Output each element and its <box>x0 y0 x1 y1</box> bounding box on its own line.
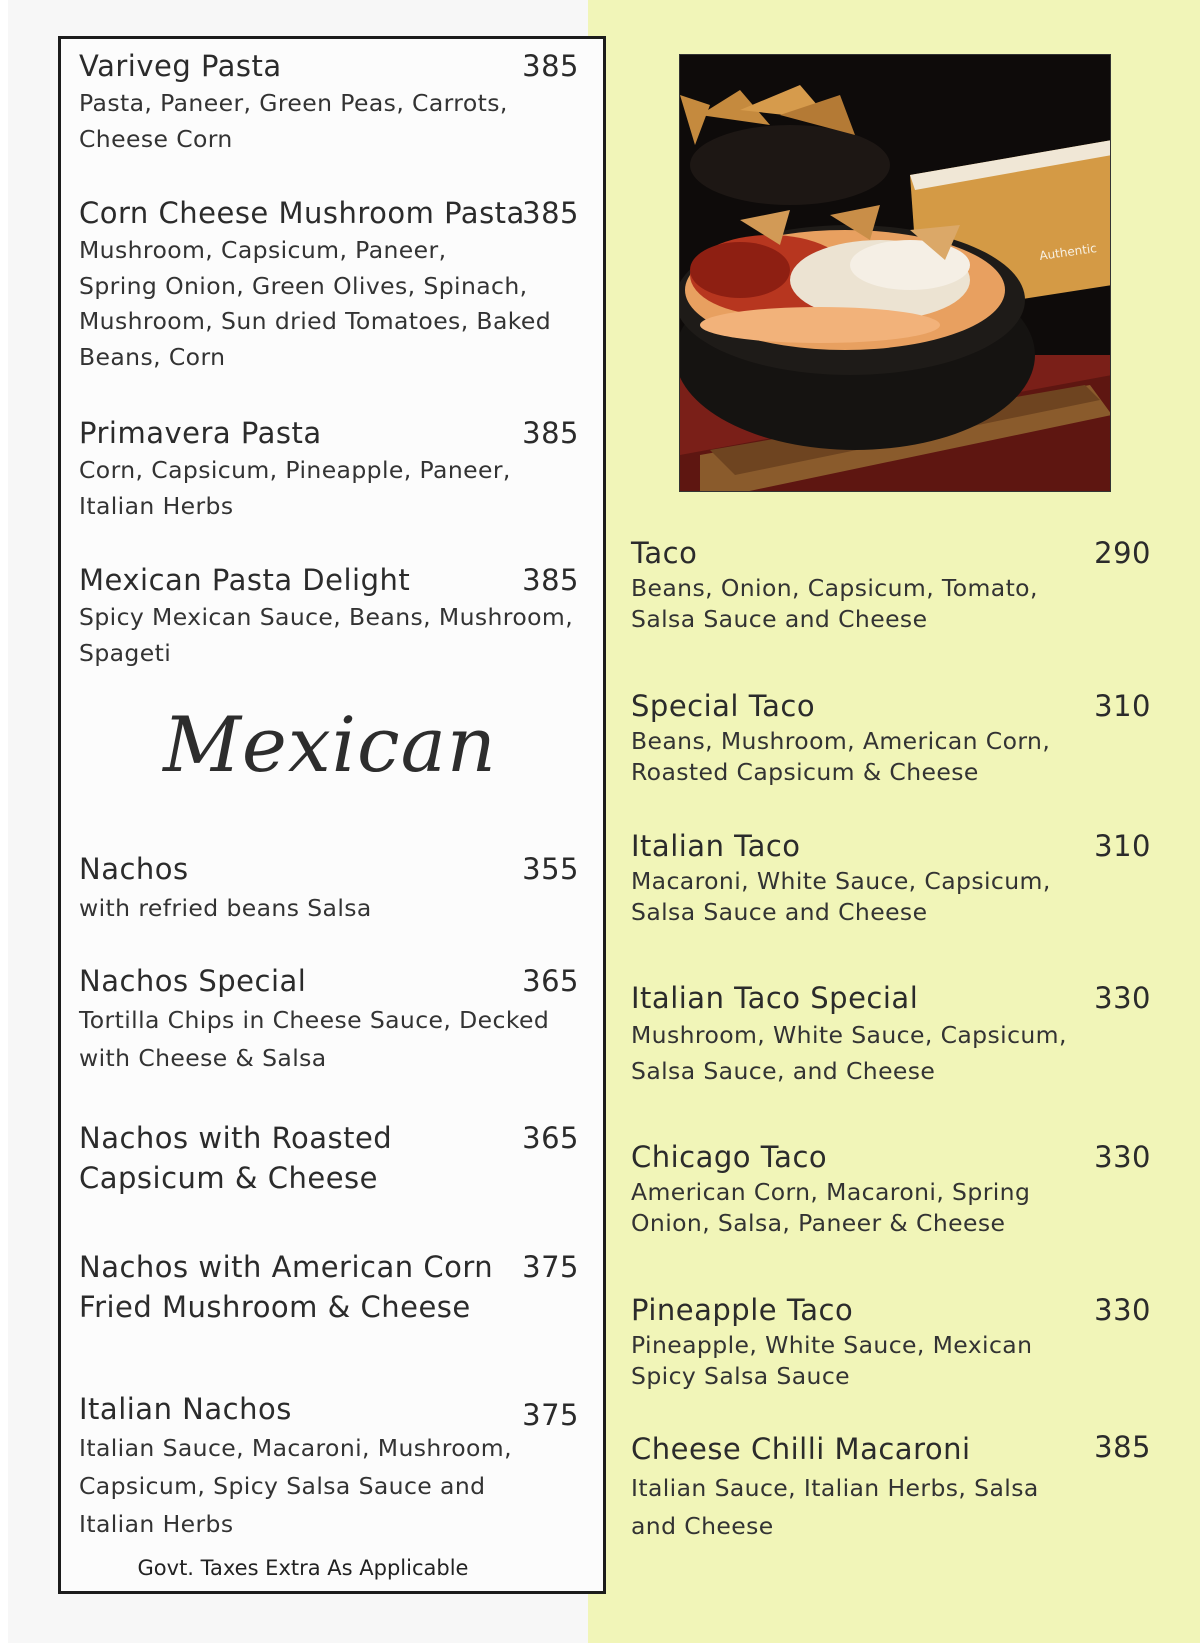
description-line: with Cheese & Salsa <box>79 1044 327 1072</box>
description-line: Onion, Salsa, Paneer & Cheese <box>631 1209 1006 1237</box>
item-description <box>79 1429 579 1543</box>
description-line: American Corn, Macaroni, Spring <box>631 1178 1031 1206</box>
description-line: Spicy Mexican Sauce, Beans, Mushroom, <box>79 603 574 631</box>
item-price: 365 <box>522 964 579 998</box>
menu-item-nachos-special <box>79 961 579 1077</box>
description-line: Pineapple, White Sauce, Mexican <box>631 1331 1033 1359</box>
item-name: Variveg Pasta <box>79 49 282 83</box>
item-price: 330 <box>1094 1140 1151 1174</box>
item-name: Mexican Pasta Delight <box>79 563 411 597</box>
tax-footnote: Govt. Taxes Extra As Applicable <box>137 1556 469 1580</box>
item-description <box>79 889 579 927</box>
menu-item-mexican-pasta-delight <box>79 560 579 671</box>
item-price: 290 <box>1094 536 1151 570</box>
item-price: 310 <box>1094 829 1151 863</box>
description-line: Spageti <box>79 638 172 667</box>
item-name: Italian Taco Special <box>631 981 919 1015</box>
menu-item-nachos <box>79 849 579 927</box>
item-description <box>631 1177 1151 1239</box>
description-line: Italian Sauce, Italian Herbs, Salsa <box>631 1474 1039 1502</box>
menu-item-special-taco <box>631 686 1151 788</box>
description-line: Italian Herbs <box>79 1510 234 1538</box>
description-line: Salsa Sauce and Cheese <box>631 605 928 633</box>
item-name: Italian Taco <box>631 829 801 863</box>
item-description <box>631 1469 1151 1545</box>
item-name: Special Taco <box>631 689 816 723</box>
box-label: Authentic <box>1038 241 1098 263</box>
description-line: Spring Onion, Green Olives, Spinach, <box>79 271 528 300</box>
menu-item-chicago-taco <box>631 1137 1151 1239</box>
menu-item-taco <box>631 533 1151 635</box>
item-price: 365 <box>522 1121 579 1155</box>
item-name-line: Nachos with American Corn <box>79 1250 494 1284</box>
item-name: Cheese Chilli Macaroni <box>631 1432 971 1466</box>
description-line: Macaroni, White Sauce, Capsicum, <box>631 867 1051 895</box>
description-line: Tortilla Chips in Cheese Sauce, Decked <box>79 1006 550 1034</box>
description-line: Salsa Sauce and Cheese <box>631 898 928 926</box>
description-line: Mushroom, Sun dried Tomatoes, Baked <box>79 307 552 335</box>
item-price: 385 <box>522 49 579 83</box>
description-line: with refried beans Salsa <box>79 894 372 922</box>
page-edge <box>0 0 8 1643</box>
description-line: Beans, Corn <box>79 342 226 371</box>
item-description <box>79 86 579 157</box>
item-name: Chicago Taco <box>631 1140 828 1174</box>
item-name: Corn Cheese Mushroom Pasta <box>79 196 525 230</box>
menu-item-italian-taco <box>631 826 1151 928</box>
item-description <box>631 1330 1151 1392</box>
item-price: 385 <box>522 563 579 597</box>
menu-item-primavera-pasta <box>79 413 579 524</box>
item-price: 330 <box>1094 1293 1151 1327</box>
item-name: Nachos <box>79 852 189 886</box>
menu-item-italian-taco-special <box>631 978 1151 1089</box>
item-price: 355 <box>522 852 579 886</box>
item-price: 385 <box>1094 1430 1151 1464</box>
section-heading-mexican: Mexican <box>163 700 497 789</box>
menu-item-nachos-american-corn <box>79 1247 579 1327</box>
nachos-photo-illustration <box>680 55 1111 492</box>
description-line: and Cheese <box>631 1512 774 1540</box>
description-line: Roasted Capsicum & Cheese <box>631 758 979 786</box>
item-name: Italian Nachos <box>79 1392 292 1426</box>
description-line: Mushroom, White Sauce, Capsicum, <box>631 1021 1067 1049</box>
item-name: Primavera Pasta <box>79 416 322 450</box>
description-line: Beans, Onion, Capsicum, Tomato, <box>631 574 1038 602</box>
item-price: 330 <box>1094 981 1151 1015</box>
item-price: 375 <box>522 1250 579 1284</box>
item-description <box>631 726 1151 788</box>
item-price: 385 <box>522 196 579 230</box>
description-line: Cheese Corn <box>79 124 233 153</box>
nachos-photo <box>679 54 1111 492</box>
menu-item-corn-cheese-mushroom-pasta <box>79 193 579 375</box>
item-name: Taco <box>631 536 698 570</box>
item-name: Pineapple Taco <box>631 1293 854 1327</box>
menu-item-nachos-roasted-capsicum <box>79 1118 579 1198</box>
item-description <box>631 866 1151 928</box>
item-price: 385 <box>522 416 579 450</box>
item-name-line: Nachos with Roasted <box>79 1121 393 1155</box>
item-description <box>631 573 1151 635</box>
item-price: 375 <box>522 1398 579 1432</box>
description-line: Italian Sauce, Macaroni, Mushroom, <box>79 1434 512 1462</box>
menu-item-variveg-pasta <box>79 46 579 157</box>
menu-item-cheese-chilli-macaroni <box>631 1429 1151 1545</box>
description-line: Corn, Capsicum, Pineapple, Paneer, <box>79 456 511 484</box>
description-line: Capsicum, Spicy Salsa Sauce and <box>79 1472 486 1500</box>
item-description <box>631 1018 1151 1089</box>
description-line: Beans, Mushroom, American Corn, <box>631 727 1051 755</box>
item-description <box>79 1001 579 1077</box>
menu-item-pineapple-taco <box>631 1290 1151 1392</box>
item-name: Nachos Special <box>79 964 307 998</box>
item-description <box>79 233 579 375</box>
item-price: 310 <box>1094 689 1151 723</box>
item-name-line: Capsicum & Cheese <box>79 1161 378 1195</box>
menu-item-italian-nachos <box>79 1389 579 1543</box>
description-line: Spicy Salsa Sauce <box>631 1362 851 1390</box>
description-line: Salsa Sauce, and Cheese <box>631 1056 936 1085</box>
description-line: Mushroom, Capsicum, Paneer, <box>79 236 447 264</box>
item-name-line: Fried Mushroom & Cheese <box>79 1290 471 1324</box>
description-line: Pasta, Paneer, Green Peas, Carrots, <box>79 89 508 117</box>
item-description <box>79 600 579 671</box>
item-description <box>79 453 579 524</box>
description-line: Italian Herbs <box>79 491 234 520</box>
